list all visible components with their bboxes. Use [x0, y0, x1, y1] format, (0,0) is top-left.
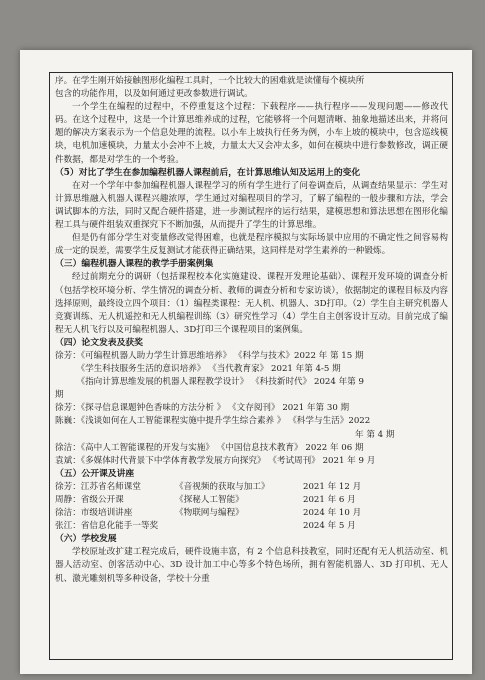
heading-school-development: （六）学校发展: [55, 534, 117, 545]
lecture-date: 2021 年 6 月: [303, 495, 356, 505]
lecture-name: 张江：省信息化能手一等奖: [55, 521, 159, 532]
publication-line: 徐洁：《高中人工智能课程的开发与实施》 《中国信息技术教育》 2022 年 06 期: [55, 442, 364, 453]
document-body: [49, 72, 453, 660]
lecture-row: [55, 481, 448, 494]
lecture-row: [55, 494, 448, 507]
publication-line: 袁斌：《多媒体时代背景下中学体育教学发展方向探究》 《考试周刊》 2021 年 9 月: [55, 455, 376, 466]
heading-papers: （四）论文发表及获奖: [55, 337, 143, 348]
lecture-date: 2024 年 10 月: [303, 508, 362, 519]
intro-line-1: 序。在学生刚开始接触图形化编程工具时，一个比较大的困难就是读懂每个模块所: [55, 76, 365, 86]
paragraph-facilities: 学校原址改扩建工程完成后，硬件设施丰富，有 2 个信息科技教室，同时还配有无人机活动室、机器人活动室、创客活动中心、3D 设计加工中心等多个特色场所，拥有智能机器人、3D 打印机、无人机、激光雕刻机等多种设备，学校十分重: [55, 547, 448, 584]
paragraph-research: 经过前期充分的调研（包括课程校本化实施建设、课程开发理论基础）、课程开发环境的调查分析（包括学校环境分析、学生情况的调查分析、教师的调查分析和专家访谈），依据制定的课程目标及内容选择原则，最终设立四个项目：（1）编程类课程：无人机、机器人、3D打印。（2）学生自主研究机器人竞赛训练、无人机遥控和无人机编程训练（3）研究性学习（4）学生自主创客设计互动。目前完成了编程无人机飞行以及可编程机器人、3D打印三个课程项目的案例集。: [55, 272, 448, 335]
lecture-row: [55, 507, 448, 520]
publication-line: 《指向计算思维发展的机器人课程教学设计》 《科技新时代》 2024 年第 9: [55, 377, 364, 388]
lecture-date: 2021 年 12 月: [303, 481, 362, 492]
paragraph-debug-cycle: 一个学生在编程的过程中，不停重复这个过程：下载程序——执行程序——发现问题——修改代码。在这个过程中，这是一个计算思维养成的过程，它能够将一个问题清晰、抽象地描述出来，并将问题的解决方案表示为一个信息处理的流程。以小车上坡执行任务为例，小车上坡的模块中，包含巡线模块，电机加速模块，力量太小会冲不上坡，力量太大又会冲太多，如何在模块中进行参数修改，调正硬件数据，都是对学生的一个考验。: [55, 102, 448, 165]
publication-line: 期: [55, 390, 64, 401]
publication-line: 陈巍：《浅谈如何在人工智能课程实施中提升学生综合素养 》 《科学与生活》2022: [55, 416, 371, 427]
publication-line: 年 第 4 期: [355, 429, 395, 440]
lecture-name: 周静：省级公开课: [55, 495, 124, 505]
lecture-date: 2024 年 5 月: [303, 521, 356, 532]
publication-line: 徐芳：《可编程机器人助力学生计算思维培养》 《科学与技术》2022 年 第 15 期: [55, 350, 364, 361]
intro-line-2: 包含的功能作用，以及如何通过更改参数进行调试。: [55, 89, 253, 100]
paragraph-variables: 但是仍有部分学生对变量修改觉得困难，也就是程序模拟与实际场景中应用的不确定性之间容易构成一定的误差，需要学生反复测试才能获得正确结果，这同样是对学生素养的一种锻炼。: [55, 233, 448, 257]
publication-line: 《学生科技服务生活的意识培养》 《当代教育家》 2021 年第 4-5 期: [55, 364, 341, 375]
lecture-title: 《探秘人工智能》: [175, 495, 244, 505]
heading-open-classes: （五）公开课及讲座: [55, 468, 135, 479]
publication-line: 徐芳：《探寻信息课题钟色香味的方法分析 》 《文存阅刊》 2021 年第 30 期: [55, 403, 350, 414]
lecture-title: 《音视频的获取与加工》: [175, 481, 270, 492]
lecture-name: 徐芳：江苏省名师课堂: [55, 481, 141, 492]
heading-teaching-manual: （三）编程机器人课程的教学手册案例集: [55, 259, 214, 270]
paragraph-survey: 在对一个学年中参加编程机器人课程学习的所有学生进行了问卷调查后，从调查结果显示：学生对计算思维融入机器人课程兴趣浓厚，学生通过对编程项目的学习，了解了编程的一般步骤和方法，学会调试脚本的方法，同时又配合硬件搭建，进一步测试程序的运行结果，建模思想和算法思想在图形化编程工具与硬件组装双重探究下不断加强，从而提升了学生的计算思维。: [55, 180, 448, 231]
heading-thinking-change: （5）对比了学生在参加编程机器人课程前后，在计算思维认知及运用上的变化: [55, 167, 361, 178]
lecture-title: 《物联网与编程》: [175, 508, 244, 519]
lecture-title: [175, 520, 303, 533]
lecture-row: [55, 520, 448, 533]
lecture-name: 徐洁：市级培训讲座: [55, 508, 133, 519]
